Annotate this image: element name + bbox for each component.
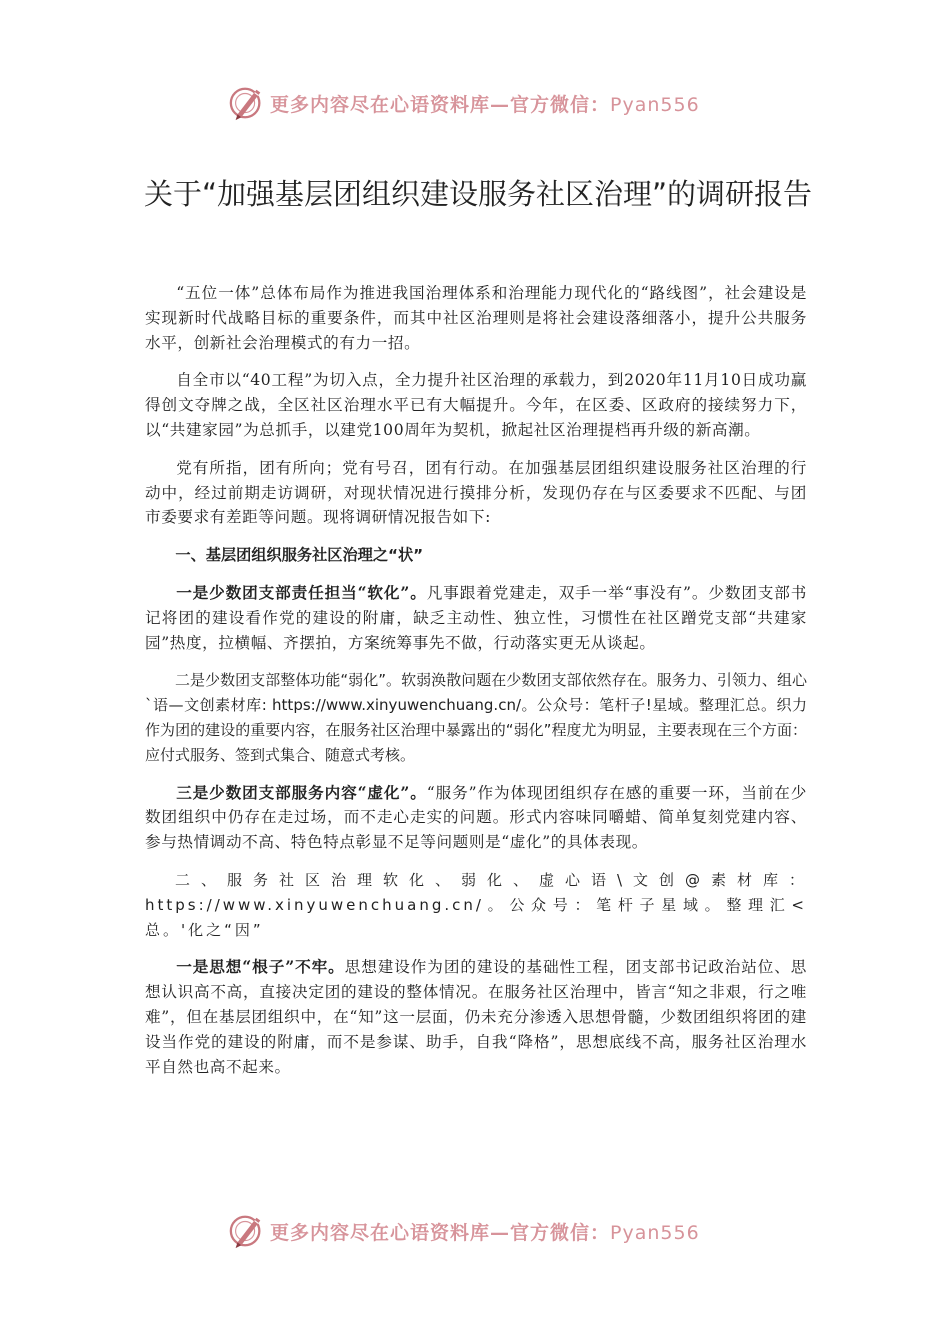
watermark-brand: 更多内容尽在心语资料库 [270,93,491,116]
watermark-text [270,90,700,117]
pen-logo-icon [228,1212,266,1250]
document-title: 关于“加强基层团组织建设服务社区治理”的调研报告 [144,177,813,211]
section-heading-1: 一、基层团组织服务社区治理之“状” [175,546,424,565]
paragraph-point-1 [145,581,807,655]
document-body [145,281,807,1092]
point-1-body: 凡事跟着党建走，双手一举“事没有”。少数团支部书记将团的建设看作党的建设的附庸，缺乏主动性、独立性，习惯性在社区蹭党支部“共建家园”热度，拉横幅、齐摆拍，方案统筹事先不做，行动落实更无从谈起。 [145,583,807,652]
watermark-account-label: 官方微信： [510,1221,611,1244]
point-3-body: “服务”作为体现团组织存在感的重要一环，当前在少数团组织中仍存在走过场，而不走心走实的问题。形式内容味同嚼蜡、简单复刻党建内容、参与热情调动不高、特色特点彰显不足等问题则是“虚化”的具体表现。 [145,783,807,852]
pen-logo-icon [228,84,266,122]
cause-1-lead: 一是思想“根子”不牢。 [176,957,345,977]
footer-watermark-banner [228,1211,700,1251]
paragraph-purpose: 党有所指，团有所向；党有号召，团有行动。在加强基层团组织建设服务社区治理的行动中，经过前期走访调研，对现状情况进行摸排分析，发现仍存在与区委要求不匹配、与团市委要求有差距等问题。现将调研情况报告如下: [145,458,807,527]
watermark-account-label: 官方微信： [510,93,611,116]
paragraph-point-2: 二是少数团支部整体功能“弱化”。软弱涣散问题在少数团支部依然存在。服务力、引领力、组心`语—文创素材库: https://www.xinyuwenchuang.cn/。公众号：笔杆子!星域。整理汇总。织力作为团的建设的重要内容，在服务社区治理中暴露出的“弱化”程度尤为明显，主要表现在三个方面：应付式服务、签到式集合、随意式考核。 [145,671,807,764]
section-heading-2: 二、服务社区治理软化、弱化、虚心语\文创@素材库： https://www.xinyuwenchuang.cn/。公众号：笔杆子星域。整理汇<总。'化之“因” [145,870,807,939]
watermark-text [270,1218,700,1245]
paragraph-progress: 自全市以“40工程”为切入点，全力提升社区治理的承载力，到2020年11月10日成功赢得创文夺牌之战，全区社区治理水平已有大幅提升。今年，在区委、区政府的接续努力下，以“共建家园”为总抓手，以建党100周年为契机，掀起社区治理提档再升级的新高潮。 [145,371,807,439]
watermark-dash: — [490,93,511,116]
cause-1-body: 思想建设作为团的建设的基础性工程，团支部书记政治站位、思想认识高不高，直接决定团的建设的整体情况。在服务社区治理中，皆言“知之非艰，行之唯难”，但在基层团组织中，在“知”这一层面，仍未充分渗透入思想骨髓，少数团组织将团的建设当作党的建设的附庸，而不是参谋、助手，自我“降格”，思想底线不高，服务社区治理水平自然也高不起来。 [145,958,807,1076]
paragraph-cause-1 [145,955,807,1079]
paragraph-intro: “五位一体”总体布局作为推进我国治理体系和治理能力现代化的“路线图”，社会建设是实现新时代战略目标的重要条件，而其中社区治理则是将社会建设落细落小，提升公共服务水平，创新社会治理模式的有力一招。 [145,284,807,352]
header-watermark-banner [228,83,700,123]
watermark-dash: — [490,1221,511,1244]
watermark-account-id: Pyan556 [610,93,700,116]
point-1-lead: 一是少数团支部责任担当“软化”。 [176,582,427,602]
point-3-lead: 三是少数团支部服务内容“虚化”。 [176,782,427,802]
watermark-account-id: Pyan556 [610,1221,700,1244]
watermark-brand: 更多内容尽在心语资料库 [270,1221,491,1244]
paragraph-point-3 [145,781,807,855]
